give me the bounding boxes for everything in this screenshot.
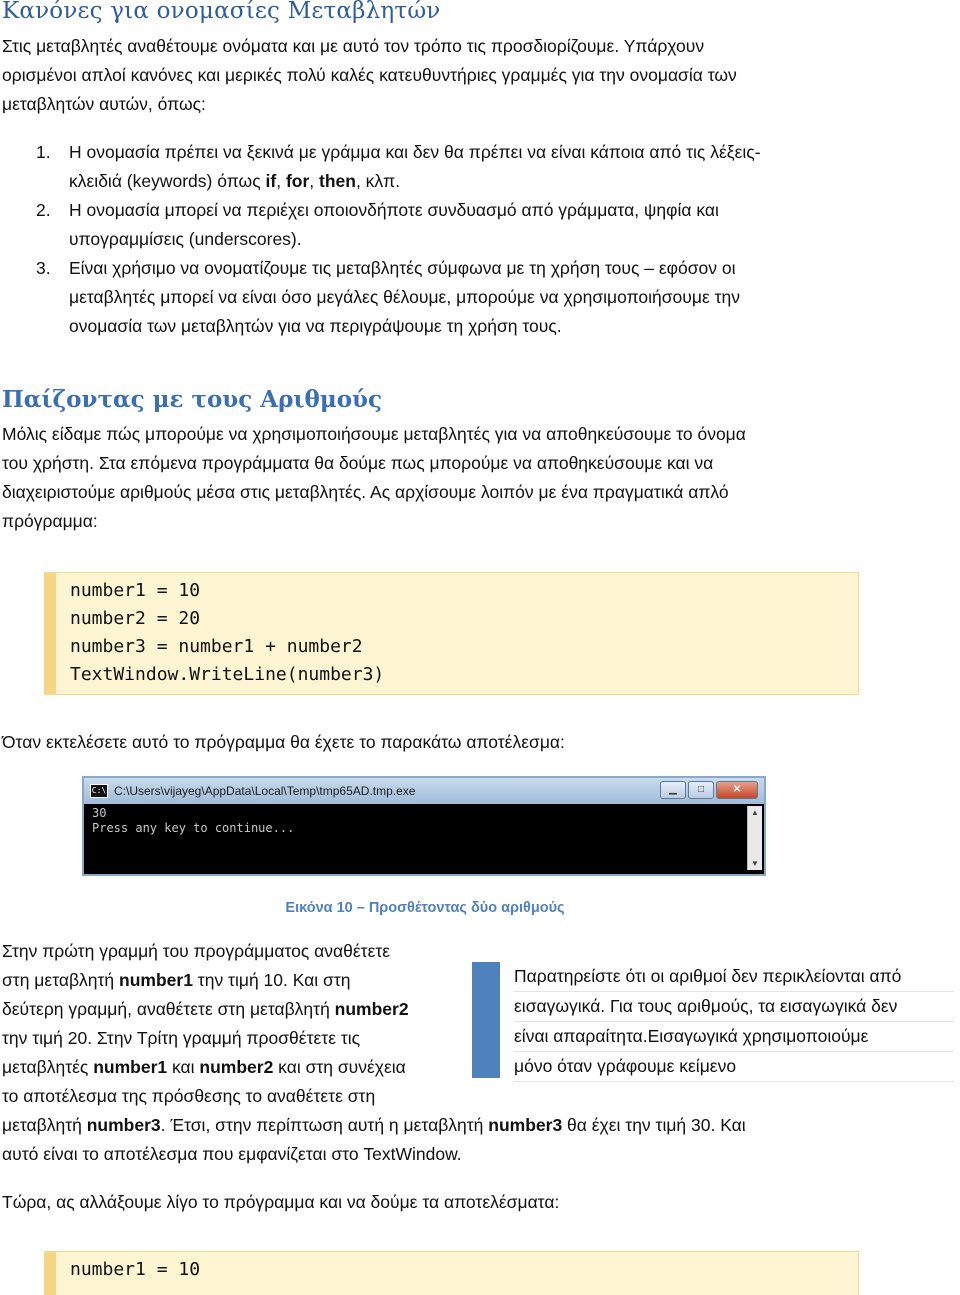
text-run: θα έχει την τιμή 30. Και (562, 1115, 746, 1135)
text-run: και (167, 1057, 200, 1077)
text-run: , (276, 171, 286, 191)
note-text (514, 962, 954, 1082)
list-number: 1. (36, 142, 51, 162)
text-line: ονομασία των μεταβλητών για να περιγράψουμε τη χρήση τους. (69, 316, 562, 336)
code-line: number1 = 10 (70, 1259, 201, 1280)
text-line: του χρήστη. Στα επόμενα προγράμματα θα δούμε πως μπορούμε να αποθηκεύσουμε και να (2, 453, 714, 473)
text-line: Η ονομασία μπορεί να περιέχει οποιονδήποτε συνδυασμό από γράμματα, ψηφία και (69, 200, 719, 220)
text-line: πρόγραμμα: (2, 511, 98, 531)
window-controls (658, 781, 758, 799)
text-line: το αποτέλεσμα της πρόσθεσης το αναθέτετε στη (2, 1086, 376, 1106)
naming-rules-list (30, 138, 950, 341)
text-line: Τώρα, ας αλλάξουμε λίγο το πρόγραμμα και να δούμε τα αποτελέσματα: (2, 1192, 560, 1212)
text-line: την τιμή 20. Στην Τρίτη γραμμή προσθέτετε τις (2, 1028, 361, 1048)
text-run: στη μεταβλητή (2, 970, 120, 990)
code-line: TextWindow.WriteLine(number3) (70, 664, 385, 685)
text-line: Η ονομασία πρέπει να ξεκινά με γράμμα και δεν θα πρέπει να είναι κάποια από τις λέξεις- (69, 142, 761, 162)
text-run: δεύτερη γραμμή, αναθέτετε στη μεταβλητή (2, 999, 335, 1019)
intro-paragraph (2, 32, 950, 119)
code-line: number3 = number1 + number2 (70, 636, 363, 657)
text-line: μεταβλητές μπορεί να είναι όσο μεγάλες θέλουμε, μπορούμε να χρησιμοποιήσουμε την (69, 287, 740, 307)
list-item (30, 254, 950, 341)
list-item (30, 138, 950, 196)
keyword-then: then (319, 171, 356, 191)
next-step-text (2, 1188, 950, 1217)
text-line (69, 167, 950, 196)
variable-name: number3 (86, 1115, 161, 1135)
note-accent-bar (472, 962, 500, 1078)
note-line: Παρατηρείστε ότι οι αριθμοί δεν περικλείονται από (514, 962, 954, 992)
text-line: Όταν εκτελέσετε αυτό το πρόγραμμα θα έχετε το παρακάτω αποτέλεσμα: (2, 732, 565, 752)
note-line: εισαγωγικά. Για τους αριθμούς, τα εισαγωγικά δεν (514, 992, 954, 1022)
variable-name: number3 (488, 1115, 563, 1135)
text-line: Είναι χρήσιμο να ονοματίζουμε τις μεταβλητές σύμφωνα με τη χρήση τους – εφόσον οι (69, 258, 736, 278)
console-line: 30 (92, 806, 107, 820)
text-line: υπογραμμίσεις (underscores). (69, 229, 302, 249)
text-line: αυτό είναι το αποτέλεσμα που εμφανίζεται στο TextWindow. (2, 1144, 462, 1164)
text-run: μεταβλητές (2, 1057, 94, 1077)
section-title-variable-naming: Κανόνες για ονομασίες Μεταβλητών (2, 0, 441, 24)
console-window-screenshot (82, 776, 766, 876)
text-line: Στις μεταβλητές αναθέτουμε ονόματα και με αυτό τον τρόπο τις προσδιορίζουμε. Υπάρχουν (2, 36, 705, 56)
text-line: διαχειριστούμε αριθμούς μέσα στις μεταβλητές. Ας αρχίσουμε λοιπόν με ένα πραγματικά απλό (2, 482, 729, 502)
code-block-2 (44, 1251, 859, 1295)
console-title-bar (84, 778, 764, 804)
variable-name: number1 (119, 970, 193, 990)
list-number: 2. (36, 200, 51, 220)
text-run: και στη συνέχεια (273, 1057, 406, 1077)
text-run: , κλπ. (355, 171, 401, 191)
code-line: number2 = 20 (70, 608, 201, 629)
text-line: Στην πρώτη γραμμή του προγράμματος αναθέτετε (2, 941, 391, 961)
variable-name: number1 (93, 1057, 168, 1077)
figure-caption: Εικόνα 10 – Προσθέτοντας δύο αριθμούς (285, 900, 565, 916)
text-line: ορισμένοι απλοί κανόνες και μερικές πολύ καλές κατευθυντήριες γραμμές για την ονομασία των (2, 65, 737, 85)
text-run: , (309, 171, 319, 191)
note-line: είναι απαραίτητα.Εισαγωγικά χρησιμοποιούμε (514, 1022, 954, 1052)
keyword-for: for (285, 171, 310, 191)
scroll-up-arrow-icon: ▲ (751, 808, 759, 817)
maximize-icon: □ (688, 781, 714, 799)
console-app-icon: C:\ (90, 784, 108, 798)
text-run: μεταβλητή (2, 1115, 87, 1135)
list-item (30, 196, 950, 254)
note-sidebar (472, 962, 956, 1078)
console-line: Press any key to continue... (92, 821, 295, 835)
code-line: number1 = 10 (70, 580, 201, 601)
minimize-icon: ▁ (660, 781, 686, 799)
console-scrollbar (747, 806, 762, 870)
text-line (2, 1111, 950, 1140)
close-icon: ✕ (716, 781, 758, 799)
variable-name: number2 (199, 1057, 274, 1077)
text-run: . Έτσι, στην περίπτωση αυτή η μεταβλητή (160, 1115, 489, 1135)
console-output (92, 806, 294, 836)
text-line: Μόλις είδαμε πώς μπορούμε να χρησιμοποιήσουμε μεταβλητές για να αποθηκεύσουμε το όνομα (2, 424, 746, 444)
code-block (44, 572, 859, 695)
list-number: 3. (36, 258, 51, 278)
text-line: μεταβλητών αυτών, όπως: (2, 94, 206, 114)
section-title-numbers: Παίζοντας με τους Αριθμούς (2, 386, 383, 413)
scroll-down-arrow-icon: ▼ (751, 859, 759, 868)
keyword-if: if (265, 171, 277, 191)
numbers-intro-paragraph (2, 420, 950, 536)
console-window-title: C:\Users\vijayeg\AppData\Local\Temp\tmp65AD.tmp.exe (114, 784, 416, 798)
text-run: κλειδιά (keywords) όπως (69, 171, 266, 191)
variable-name: number2 (334, 999, 409, 1019)
run-result-text (2, 728, 950, 757)
text-run: την τιμή 10. Και στη (192, 970, 351, 990)
note-line: μόνο όταν γράφουμε κείμενο (514, 1052, 954, 1082)
